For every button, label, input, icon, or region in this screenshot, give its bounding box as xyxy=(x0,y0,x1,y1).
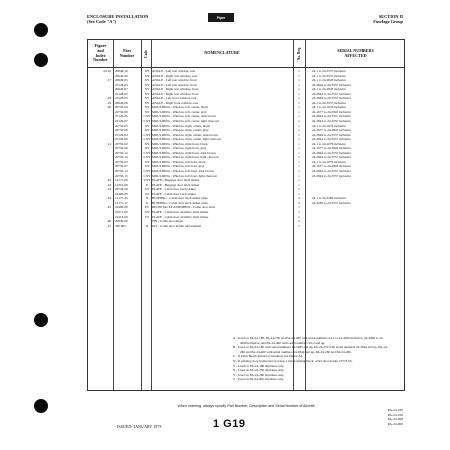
cell-code: XY xyxy=(144,91,150,96)
cell-serials: 24-1 to 24-2843 inclusive xyxy=(312,78,346,83)
cell-serials: 24-1677 to 24-2843 inclusive xyxy=(312,128,351,133)
cell-nomenclature: MOULDING - Window, left, center, light charcoal xyxy=(152,119,219,124)
code-note: Z - Used on PA-24-400 airplanes only. xyxy=(233,377,284,382)
cell-part-number: 20750-02 xyxy=(115,141,128,146)
cell-code: XY xyxy=(144,128,150,133)
cell-part-number: 20750-03 xyxy=(115,159,128,164)
cell-code: CXY xyxy=(143,155,151,160)
cell-figure: -24 xyxy=(106,196,111,201)
model-item: PA-24-260 xyxy=(387,417,403,421)
cell-figure: -25 xyxy=(106,205,111,210)
cell-qty: 1 xyxy=(298,182,300,187)
cell-nomenclature: BUSHING - Cabin door latch striker plate xyxy=(152,196,208,201)
cell-qty: 1 xyxy=(298,114,300,119)
cell-part-number: 20830-00 xyxy=(115,219,128,224)
cell-serials: 24-1677 to 24-2843 inclusive xyxy=(312,164,351,169)
cell-serials: 24-1 to 24-3557 inclusive xyxy=(312,73,346,78)
cell-code: E xyxy=(145,182,148,187)
cell-nomenclature: ANGLE - Right rear window, front xyxy=(152,87,199,92)
cell-code: CXY xyxy=(143,114,151,119)
cell-qty: 4 xyxy=(298,200,300,205)
code-note: X - Used on PA-24-250 airplanes only. xyxy=(233,368,285,373)
cell-part-number: 22400-00 xyxy=(115,191,128,196)
cell-code: EV xyxy=(144,205,150,210)
header-part-line: Part xyxy=(123,47,131,53)
cell-part-number: 20750-07 xyxy=(115,164,128,169)
cell-qty: 1 xyxy=(298,205,300,210)
cell-nomenclature: BUSHING - Cabin door latch striker plate xyxy=(152,200,208,205)
cell-code: VZ xyxy=(144,191,150,196)
cell-part-number: 20750-08 xyxy=(115,109,128,114)
section-title-line1: ENCLOSURE INSTALLATION xyxy=(87,14,149,19)
cell-serials: 24-2844 to 24-3557 inclusive xyxy=(312,82,351,87)
cell-qty: 1 xyxy=(298,141,300,146)
header-code xyxy=(141,40,151,67)
header-figure-line: and xyxy=(97,47,104,53)
cell-part-number: 20649-05 xyxy=(115,78,128,83)
section-label xyxy=(373,14,403,24)
cell-part-number: 14316-00 xyxy=(115,182,128,187)
cell-code: VZ xyxy=(144,214,150,219)
cell-part-number: 20750-15 xyxy=(115,173,128,178)
code-note: V - Used on PA-24-180 airplanes only. xyxy=(233,363,285,368)
cell-qty: 1 xyxy=(298,209,300,214)
cell-part-number: 20750-09 xyxy=(115,128,128,133)
cell-serials: 24-2844 to 24-3557 inclusive xyxy=(312,173,351,178)
cell-nomenclature: MOULDING - Window, left, center, dark brown xyxy=(152,114,217,119)
cell-nomenclature: MOULDING - Window, right front, dark brown xyxy=(152,150,216,155)
cell-nomenclature: KIT - Cabin door holder replacement xyxy=(152,223,202,228)
binder-hole-bottom-icon xyxy=(34,399,48,413)
header-divider xyxy=(88,67,404,68)
header-figure-line: Number xyxy=(93,57,108,63)
cell-qty: 1 xyxy=(298,214,300,219)
cell-part-number: 23129-04 xyxy=(115,132,128,137)
binder-hole-lower-icon xyxy=(34,313,48,327)
piper-logo xyxy=(208,13,234,22)
cell-qty: 1 xyxy=(298,119,300,124)
cell-code: XY xyxy=(144,123,150,128)
parts-rows xyxy=(88,69,406,228)
cell-qty: 1 xyxy=(298,223,300,228)
header-part-number xyxy=(113,40,141,67)
cell-part-number: 14175-45 xyxy=(115,196,128,201)
cell-part-number: 20750-14 xyxy=(115,169,128,174)
section-label-line1: SECTION II xyxy=(378,14,403,19)
header-part-line: Number xyxy=(119,52,135,58)
cell-nomenclature: PLATE - Cabin door latch striker xyxy=(152,191,196,196)
cell-nomenclature: MOULDING - Window, left front, gray xyxy=(152,164,205,169)
cell-serials: 24-1 to 24-1676 inclusive xyxy=(312,141,346,146)
cell-code: XY xyxy=(144,69,150,73)
cell-qty: 1 xyxy=(298,164,300,169)
table-row xyxy=(88,224,406,229)
header-code-label: Code xyxy=(143,49,148,58)
cell-code: XY xyxy=(144,109,150,114)
cell-part-number: 20649-07 xyxy=(115,87,128,92)
cell-part-number: 22400-00 xyxy=(115,205,128,210)
cell-code: XY xyxy=(144,96,150,101)
cell-qty: 1 xyxy=(298,91,300,96)
cell-code: X xyxy=(145,196,149,201)
cell-qty: 1 xyxy=(298,169,300,174)
code-notes xyxy=(233,336,389,382)
cell-serials: 24-1 to 24-2843 inclusive xyxy=(312,87,346,92)
cell-nomenclature: ANGLE - Right front window, rear xyxy=(152,100,199,105)
cell-qty: 1 xyxy=(298,137,300,142)
header-qty xyxy=(293,40,305,67)
cell-nomenclature: MOULDING - Window, right, center, light charcoal xyxy=(152,137,221,142)
cell-qty: 1 xyxy=(298,146,300,151)
cell-part-number: 23128-04 xyxy=(115,82,128,87)
cell-figure: -24 xyxy=(106,187,111,192)
cell-qty: 1 xyxy=(298,128,300,133)
cell-part-number: 23271-00 xyxy=(115,209,128,214)
cell-nomenclature: MOULDING - Window, right, center, dark brown xyxy=(152,132,218,137)
cell-figure: -26 xyxy=(106,219,111,224)
section-title-line2: (See Code "A") xyxy=(87,19,117,25)
cell-code: CXY xyxy=(143,137,151,142)
cell-part-number: 22416-00 xyxy=(115,214,128,219)
issue-date: ISSUED: JANUARY 1973 xyxy=(117,424,162,429)
cell-qty: 1 xyxy=(298,73,300,78)
header-qty-label: No. Req. xyxy=(296,46,301,61)
cell-nomenclature: MOULDING - Window, right front, gray xyxy=(152,146,207,151)
cell-nomenclature: ANGLE - Left rear window, rear xyxy=(152,69,196,73)
cell-nomenclature: PLATE - Cabin door auxiliary latch striker xyxy=(152,214,209,219)
cell-serials: 24-2844 to 24-3557 inclusive xyxy=(312,96,351,101)
cell-qty: 1 xyxy=(298,191,300,196)
cell-serials: 24-2844 to 24-3557 inclusive xyxy=(312,137,351,142)
cell-serials: 24-1 to 24-3557 inclusive xyxy=(312,69,346,73)
cell-part-number: 20649-09 xyxy=(115,73,128,78)
code-note: Y - Used on PA-24-260 airplanes only. xyxy=(233,372,285,377)
cell-code: XY xyxy=(144,187,150,192)
cell-serials: 24-2844 to 24-3557 inclusive xyxy=(312,114,351,119)
model-list xyxy=(388,408,403,426)
cell-qty: 1 xyxy=(298,155,300,160)
cell-nomenclature: RECEPTACLE ASSEMBLY - Cabin door latch xyxy=(152,205,216,210)
model-item: PA-24-180 xyxy=(387,408,403,412)
cell-qty: 1 xyxy=(298,123,300,128)
cell-nomenclature: MOULDING - Window, right, center, gray xyxy=(152,128,209,133)
cell-code: CXY xyxy=(143,132,151,137)
header-figure-line: Figure xyxy=(94,42,107,48)
cell-part-number: 23128-02 xyxy=(115,91,128,96)
cell-nomenclature: PLATE - Cabin door latch striker xyxy=(152,187,196,192)
cell-figure: -22 xyxy=(106,178,111,183)
model-item: PA-24-400 xyxy=(387,421,403,426)
cell-qty: 1 xyxy=(298,187,300,192)
cell-nomenclature: PIN - Cabin door hinge xyxy=(152,219,183,224)
cell-figure: 20-16 xyxy=(103,69,111,73)
cell-serials: 24-2844 to 24-3557 inclusive xyxy=(312,169,351,174)
cell-part-number: 20750-06 xyxy=(115,146,128,151)
cell-qty: 1 xyxy=(298,178,300,183)
cell-code: VXY xyxy=(143,178,151,183)
cell-serials: 24-2844 to 24-3557 inclusive xyxy=(312,91,351,96)
cell-qty: 2 xyxy=(298,219,300,224)
cell-part-number: 23128-03 xyxy=(115,96,128,101)
header-figure-index xyxy=(88,40,113,67)
cell-part-number: 23129-06 xyxy=(115,137,128,142)
section-label-line2: Fuselage Group xyxy=(373,19,403,25)
cell-part-number: 14175-17 xyxy=(115,200,128,205)
header-serials-line: AFFECTED xyxy=(344,52,367,58)
cell-code: XY xyxy=(144,82,150,87)
model-item: PA-24-250 xyxy=(387,412,403,417)
cell-code: XY xyxy=(144,100,150,105)
cell-qty: 1 xyxy=(298,100,300,105)
cell-qty: 4 xyxy=(298,196,300,201)
code-note: B - Used on PA-24-180 with serial numbers 24-3285 and up, PA-24-250 with serial numbers 24-2844 and up, PA-24-260 and PA-24-400 with serial numbers 24-2844 and up, PA-24-260 and PA-24-260. xyxy=(233,345,388,354)
cell-nomenclature: MOULDING - Window, right front, light charcoal xyxy=(152,155,219,160)
cell-serials: 24-1 to 24-1676 inclusive xyxy=(312,105,346,110)
cell-nomenclature: PLATE - Baggage door latch striker xyxy=(152,178,200,183)
cell-code: XY xyxy=(144,141,150,146)
header-serials xyxy=(305,40,406,67)
cell-nomenclature: ANGLE - Right rear window, front xyxy=(152,91,199,96)
cell-qty: 1 xyxy=(298,78,300,83)
cell-nomenclature: PLATE - Cabin door auxiliary latch striker xyxy=(152,209,209,214)
cell-nomenclature: MOULDING - Window, left, center, black xyxy=(152,105,209,110)
cell-part-number: 14171-00 xyxy=(115,178,128,183)
code-note: C - If Palm Beach interior is installed, see Figure 8A. xyxy=(233,354,304,359)
cell-code: XY xyxy=(144,209,150,214)
cell-nomenclature: ANGLE - Left rear window, front xyxy=(152,78,197,83)
cell-figure: -19 xyxy=(106,100,111,105)
cell-nomenclature: MOULDING - Window, left front, light charcoal xyxy=(152,173,217,178)
cell-code: CXY xyxy=(143,150,151,155)
cell-serials: 24-2844 to 24-3557 inclusive xyxy=(312,119,351,124)
cell-code: XY xyxy=(144,78,150,83)
cell-part-number: 20750-12 xyxy=(115,150,128,155)
cell-nomenclature: MOULDING - Window, right, center, black xyxy=(152,123,210,128)
cell-nomenclature: MOULDING - Window, left front, dark brown xyxy=(152,169,214,174)
cell-part-number: 20750-05 xyxy=(115,123,128,128)
cell-figure: -21 xyxy=(106,141,111,146)
cell-serials: 24-3285 to 24-3557 inclusive xyxy=(312,200,351,205)
parts-table xyxy=(87,39,405,391)
logo-text: Piper xyxy=(216,15,226,20)
cell-qty: 1 xyxy=(298,82,300,87)
cell-serials: 24-1 to 24-3557 inclusive xyxy=(312,100,346,105)
cell-nomenclature: PLATE - Baggage door latch striker xyxy=(152,182,200,187)
cell-qty: 1 xyxy=(298,173,300,178)
cell-serials: 24-2844 to 24-3557 inclusive xyxy=(312,155,351,160)
cell-part-number: 20744-00 xyxy=(115,187,128,192)
cell-nomenclature: MOULDING - Window, left front, black xyxy=(152,159,206,164)
cell-qty: 1 xyxy=(298,69,300,73)
cell-figure: -27 xyxy=(106,223,111,228)
header-figure-line: Index xyxy=(95,52,106,58)
cell-figure: -20 xyxy=(106,105,111,110)
cell-serials: 24-1677 to 24-2843 inclusive xyxy=(312,109,351,114)
cell-figure: -17 xyxy=(106,78,111,83)
cell-code: CXY xyxy=(143,173,151,178)
cell-qty: 1 xyxy=(298,105,300,110)
cell-figure: -23 xyxy=(106,182,111,187)
cell-qty: 1 xyxy=(298,150,300,155)
cell-part-number: 20649-08 xyxy=(115,100,128,105)
cell-part-number: 20750-13 xyxy=(115,155,128,160)
header-nomenclature-label: NOMENCLATURE xyxy=(204,50,240,56)
cell-serials: 24-2844 to 24-3557 inclusive xyxy=(312,132,351,137)
cell-nomenclature: ANGLE - Left rear window, front xyxy=(152,82,197,87)
cell-qty: 1 xyxy=(298,132,300,137)
cell-code: X xyxy=(145,200,149,205)
header-nomenclature xyxy=(151,40,293,67)
cell-part-number: 20750-04 xyxy=(115,105,128,110)
cell-code: CXY xyxy=(143,119,151,124)
cell-serials: 24-1 to 24-1676 inclusive xyxy=(312,123,346,128)
cell-nomenclature: MOULDING - Window, left, center, gray xyxy=(152,109,207,114)
cell-serials: 24-1 to 24-1676 inclusive xyxy=(312,159,346,164)
cell-qty: 1 xyxy=(298,87,300,92)
cell-code: CXY xyxy=(143,169,151,174)
cell-code: XY xyxy=(144,146,150,151)
cell-figure: -18 xyxy=(106,96,111,101)
cell-code: XY xyxy=(144,164,150,169)
code-note: A - Used on PA-24-180, PA-24-250 and PA-24-260 with serial numbers 24-1 to 24-4299 inclusive, 24-4300 to 24-4299 inclusive, and PA-24-400 with serial numbers 26-2 and up. xyxy=(233,336,384,345)
binder-hole-top-icon xyxy=(34,23,48,37)
cell-part-number: 760 902 xyxy=(115,223,126,228)
section-title xyxy=(87,14,148,24)
cell-nomenclature: MOULDING - Window, right front, black xyxy=(152,141,208,146)
cell-part-number: 23129-05 xyxy=(115,114,128,119)
cell-serials: 24-1 to 24-3284 inclusive xyxy=(312,196,346,201)
cell-qty: 1 xyxy=(298,159,300,164)
cell-part-number: 20649-10 xyxy=(115,69,128,73)
cell-code: D xyxy=(145,223,149,228)
cell-serials: 24-1677 to 24-2843 inclusive xyxy=(312,146,351,151)
cell-qty: 1 xyxy=(298,109,300,114)
code-note: D - If existing door holder incorporates a nylon sliding block, order door holder 27573-03. xyxy=(233,358,353,363)
cell-code: XY xyxy=(144,87,150,92)
cell-nomenclature: ANGLE - Left front window, rear xyxy=(152,96,197,101)
cell-code: XY xyxy=(144,159,150,164)
header-serials-line: SERIAL NUMBERS xyxy=(337,47,374,53)
cell-part-number: 23129-07 xyxy=(115,119,128,124)
cell-code: XY xyxy=(144,73,150,78)
cell-nomenclature: ANGLE - Right rear window, rear xyxy=(152,73,198,78)
ordering-note: When ordering, always specify Part Number, Description and Serial Number of Aircraft xyxy=(177,404,315,408)
cell-qty: 1 xyxy=(298,96,300,101)
cell-serials: 24-2844 to 24-3557 inclusive xyxy=(312,150,351,155)
binder-hole-upper-icon xyxy=(34,53,48,67)
cell-code: XY xyxy=(144,105,150,110)
page-number: 1 G19 xyxy=(213,418,246,430)
